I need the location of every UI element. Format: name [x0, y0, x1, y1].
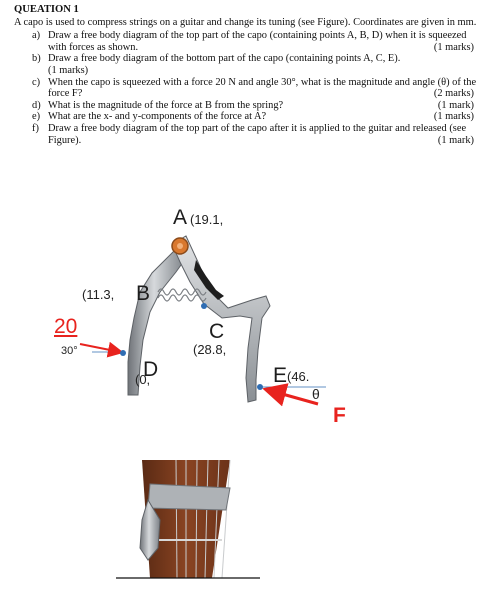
- point-d-marker: [120, 350, 126, 356]
- capo-drawing: [0, 200, 497, 593]
- capo-bottom-part: [172, 236, 270, 402]
- force-f-label: F: [333, 404, 346, 427]
- point-a-label: A: [173, 206, 188, 229]
- point-b-marker: [201, 303, 207, 309]
- point-c-label: C: [209, 320, 225, 343]
- item-label: e): [32, 111, 41, 123]
- item-label: f): [32, 122, 39, 134]
- capo-figure: [0, 200, 497, 593]
- question-text: [14, 4, 484, 146]
- coord-b-label: (11.3,: [82, 287, 115, 302]
- item-marks: (2 marks): [433, 88, 474, 100]
- force-value-label: 20: [54, 315, 78, 338]
- item-text: What are the x- and y-components of the force at A?: [48, 111, 267, 123]
- item-label: d): [32, 99, 41, 111]
- force-arrow-d: [80, 344, 120, 352]
- question-item-e: [14, 111, 484, 123]
- item-marks: (1 marks): [433, 111, 474, 123]
- point-d-label: D: [143, 358, 159, 381]
- item-label: a): [32, 30, 41, 42]
- question-title: QUEATION 1: [14, 4, 79, 15]
- item-marks: (1 marks): [433, 41, 474, 53]
- question-item-b: [14, 53, 484, 76]
- item-text: Draw a free body diagram of the bottom part of the capo (containing points A, C, E).: [48, 53, 401, 65]
- force-angle-label: 30°: [61, 345, 78, 357]
- coord-c-label: (28.8,: [193, 342, 227, 357]
- item-marks: (1 mark): [437, 134, 474, 146]
- point-b-label: B: [136, 282, 151, 305]
- question-intro: A capo is used to compress strings on a guitar and change its tuning (see Figure). Coordinates are given in mm.: [14, 16, 477, 28]
- item-label: c): [32, 76, 41, 88]
- item-text: When the capo is squeezed with a force 20 N and angle 30°, what is the magnitude and angle (θ) of the force F?: [48, 76, 477, 100]
- item-text: What is the magnitude of the force at B from the spring?: [48, 99, 284, 111]
- guitar-neck-image: [116, 460, 260, 578]
- coord-a-label: (19.1,: [190, 212, 224, 227]
- question-item-d: [14, 100, 484, 112]
- item-marks: (1 mark): [437, 99, 474, 111]
- question-item-c: [14, 77, 484, 100]
- question-item-a: [14, 30, 484, 53]
- coord-d-label: (0,: [135, 372, 151, 387]
- question-item-f: [14, 123, 484, 146]
- theta-label: θ: [312, 386, 320, 402]
- force-arrow-f: [268, 390, 318, 404]
- coord-e-label: (46.: [287, 369, 310, 384]
- item-marks: (1 marks): [48, 64, 89, 76]
- item-label: b): [32, 53, 41, 65]
- point-e-label: E: [273, 364, 288, 387]
- item-text: Draw a free body diagram of the top part of the capo after it is applied to the guitar and released (see Figure).: [48, 122, 467, 146]
- item-text: Draw a free body diagram of the top part of the capo (containing points A, B, D) when it is squeezed with forces as shown.: [48, 30, 467, 53]
